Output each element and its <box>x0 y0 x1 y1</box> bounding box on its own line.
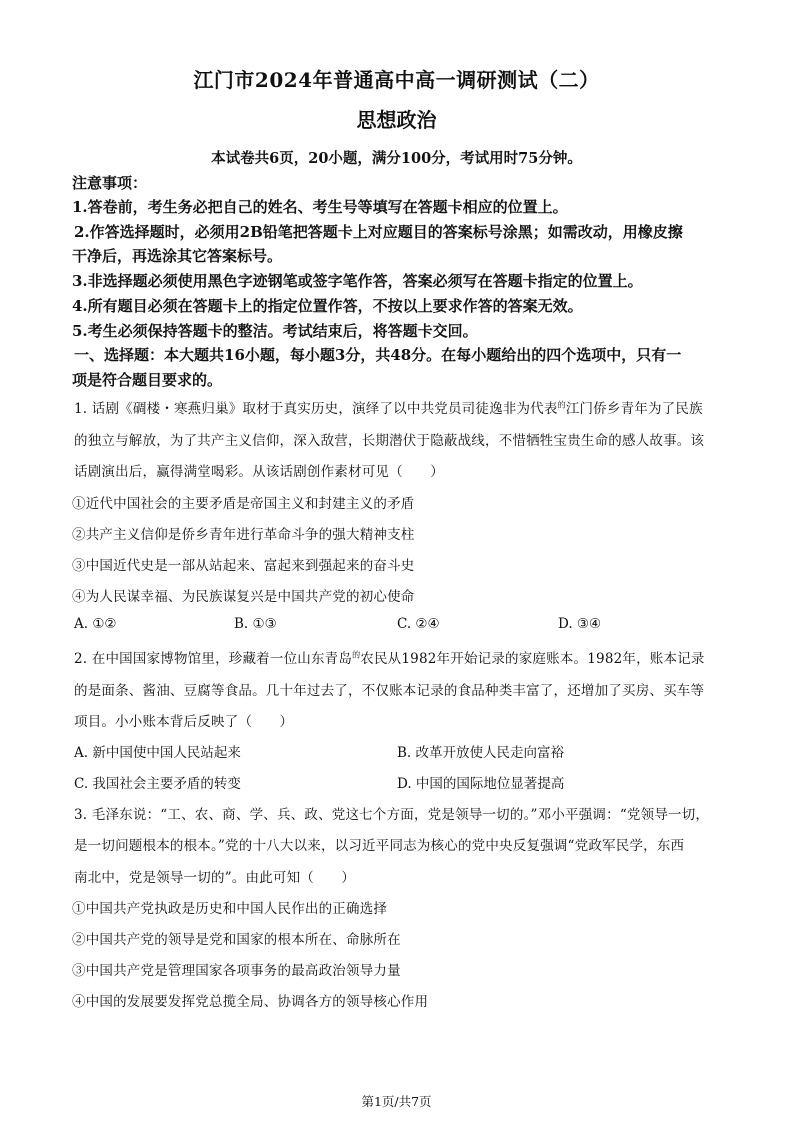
q2-text: 农民从1982年开始记录的家庭账本。1982年，账本记录 <box>360 651 705 667</box>
notice-item: 5.考生必须保持答题卡的整洁。考试结束后，将答题卡交回。 <box>72 322 478 340</box>
q3-statement: ③中国共产党是管理国家各项事务的最高政治领导力量 <box>72 963 401 979</box>
q2-option-d: D. 中国的国际地位显著提高 <box>397 776 565 792</box>
exam-title: 江门市2024年普通高中高一调研测试（二） <box>193 68 600 92</box>
q1-statement: ②共产主义信仰是侨乡青年进行革命斗争的强大精神支柱 <box>72 527 415 543</box>
q1-statement: ①近代中国社会的主要矛盾是帝国主义和封建主义的矛盾 <box>72 496 415 512</box>
q1-statement: ④为人民谋幸福、为民族谋复兴是中国共产党的初心使命 <box>72 589 415 605</box>
q2-option-a: A. 新中国使中国人民站起来 <box>74 745 241 761</box>
q1-stem-line: 的独立与解放，为了共产主义信仰，深入敌营，长期潜伏于隐蔽战线，不惜牺牲宝贵生命的感人故事。该 <box>74 433 705 449</box>
section-heading-cont: 项是符合题目要求的。 <box>72 371 223 389</box>
q1-text: 1. 话剧《碉楼・寒燕归巢》取材于真实历史，演绎了以中共党员司徒逸非为代表 <box>74 401 558 417</box>
page-number: 第1页/共7页 <box>361 1094 432 1109</box>
subject-title: 思想政治 <box>356 108 437 132</box>
q3-statement: ①中国共产党执政是历史和中国人民作出的正确选择 <box>72 901 388 917</box>
notice-item: 2.作答选择题时，必须用2B铅笔把答题卡上对应题目的答案标号涂黑；如需改动，用橡皮擦 <box>74 223 683 241</box>
notice-item: 干净后，再选涂其它答案标号。 <box>72 247 283 265</box>
q1-stem-line <box>74 397 703 417</box>
q1-option-b: B. ①③ <box>234 616 277 632</box>
q3-statement: ②中国共产党的领导是党和国家的根本所在、命脉所在 <box>72 932 401 948</box>
notice-item: 4.所有题目必须在答题卡上的指定位置作答，不按以上要求作答的答案无效。 <box>72 297 583 315</box>
exam-info: 本试卷共6页，20小题，满分100分，考试用时75分钟。 <box>211 150 582 167</box>
q2-option-c: C. 我国社会主要矛盾的转变 <box>74 776 241 792</box>
q2-stem-line: 项目。小小账本背后反映了（ ） <box>74 714 294 730</box>
q1-statement: ③中国近代史是一部从站起来、富起来到强起来的奋斗史 <box>72 558 415 574</box>
q2-stem-line: 的是面条、酱油、豆腐等食品。几十年过去了，不仅账本记录的食品种类丰富了，还增加了买房、买车等 <box>74 683 705 699</box>
notice-item: 3.非选择题必须使用黑色字迹钢笔或签字笔作答，答案必须写在答题卡指定的位置上。 <box>72 272 643 290</box>
q2-stem-line <box>74 647 705 667</box>
q1-option-d: D. ③④ <box>558 616 602 632</box>
q1-superscript: 的 <box>557 400 566 410</box>
q1-text: 江门侨乡青年为了民族 <box>565 401 703 417</box>
q3-stem-line: 3. 毛泽东说：“工、农、商、学、兵、政、党这七个方面，党是领导一切的。”邓小平强调：“党领导一切， <box>74 807 710 823</box>
q3-statement: ④中国的发展要发挥党总揽全局、协调各方的领导核心作用 <box>72 994 429 1010</box>
q3-stem-line: 南北中，党是领导一切的”。由此可知（ ） <box>74 870 356 886</box>
notice-heading: 注意事项： <box>72 174 148 192</box>
q1-option-a: A. ①② <box>74 616 117 632</box>
q1-stem-line: 话剧演出后，赢得满堂喝彩。从该话剧创作素材可见（ ） <box>74 464 444 480</box>
q2-superscript: 的 <box>352 650 361 660</box>
q2-text: 2. 在中国国家博物馆里，珍藏着一位山东青岛 <box>74 651 353 667</box>
q2-option-b: B. 改革开放使人民走向富裕 <box>397 745 565 761</box>
notice-item: 1.答卷前，考生务必把自己的姓名、考生号等填写在答题卡相应的位置上。 <box>72 198 568 216</box>
q1-option-c: C. ②④ <box>397 616 440 632</box>
q3-stem-line: 是一切问题根本的根本。”党的十八大以来，以习近平同志为核心的党中央反复强调“党政军民学，东西 <box>74 838 685 854</box>
section-heading: 一、选择题：本大题共16小题，每小题3分，共48分。在每小题给出的四个选项中，只有一 <box>74 346 682 364</box>
